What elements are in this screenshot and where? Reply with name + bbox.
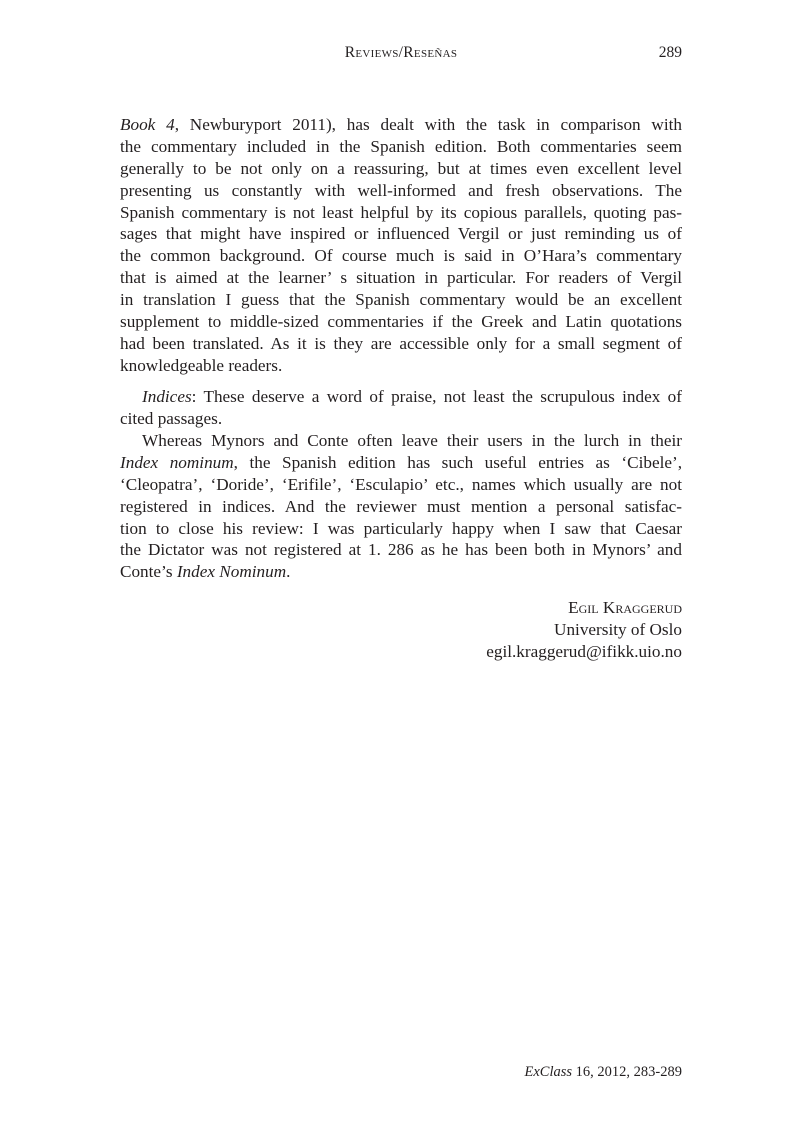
running-header-title: Reviews/Reseñas xyxy=(344,44,458,61)
author-email[interactable]: egil.kraggerud@ifikk.uio.no xyxy=(486,641,682,661)
paragraph xyxy=(120,114,682,377)
footer-citation xyxy=(525,1064,683,1081)
text-line xyxy=(120,474,682,496)
text-span: registered in indices. And the reviewer must mention a personal satisfac- xyxy=(120,496,682,516)
text-line xyxy=(120,223,682,245)
text-span: in translation I guess that the Spanish commentary would be an excellent xyxy=(120,290,682,310)
text-line xyxy=(120,539,682,561)
page-number: 289 xyxy=(658,44,682,61)
text-span: , Newburyport 2011), has dealt with the task in comparison with xyxy=(174,115,682,134)
text-span: had been translated. As it is they are accessible only for a small segment of xyxy=(120,333,682,353)
text-line xyxy=(120,136,682,158)
text-line xyxy=(120,408,682,430)
text-span: that is aimed at the learner’ s situation in particular. For readers of Vergil xyxy=(120,268,682,288)
paragraph xyxy=(120,386,682,430)
text-line xyxy=(120,202,682,224)
text-span: : These deserve a word of praise, not least the scrupulous index of xyxy=(191,387,682,406)
text-line xyxy=(120,496,682,518)
text-line xyxy=(120,430,682,452)
running-header xyxy=(120,44,682,66)
text-line xyxy=(120,452,682,474)
text-span: ‘Cleopatra’, ‘Doride’, ‘Erifile’, ‘Esculapio’ etc., names which usually are not xyxy=(120,474,682,494)
signature-block xyxy=(486,597,682,662)
text-line xyxy=(120,333,682,355)
text-line xyxy=(120,311,682,333)
author-affiliation: University of Oslo xyxy=(554,619,682,639)
italic-text: Index Nominum xyxy=(176,562,287,582)
italic-text: Index nominum xyxy=(120,452,234,472)
text-span: . xyxy=(286,562,291,582)
text-span: Conte’s xyxy=(120,562,177,582)
text-line xyxy=(120,267,682,289)
italic-text: Indices xyxy=(142,387,192,406)
text-span: the commentary included in the Spanish edition. Both commentaries seem xyxy=(120,136,682,156)
text-span: Whereas Mynors and Conte often leave their users in the lurch in their xyxy=(142,431,682,450)
text-span: Spanish commentary is not least helpful by its copious parallels, quoting pas- xyxy=(120,202,682,222)
author-name: Egil Kraggerud xyxy=(568,598,682,617)
text-span: generally to be not only on a reassuring, but at times even excellent level xyxy=(120,158,682,178)
text-line xyxy=(120,386,682,408)
paragraph xyxy=(120,430,682,583)
text-line xyxy=(120,180,682,202)
text-span: presenting us constantly with well-informed and fresh observations. The xyxy=(120,180,682,200)
text-line xyxy=(120,289,682,311)
citation-details: 16, 2012, 283-289 xyxy=(572,1064,682,1080)
text-line xyxy=(120,158,682,180)
text-span: the common background. Of course much is said in O’Hara’s commentary xyxy=(120,246,682,266)
text-span: the Dictator was not registered at 1. 286 as he has been both in Mynors’ and xyxy=(120,540,682,560)
text-span: cited passages. xyxy=(120,408,223,428)
text-span: knowledgeable readers. xyxy=(120,355,283,375)
text-span: , the Spanish edition has such useful entries as ‘Cibele’, xyxy=(233,452,682,472)
text-line xyxy=(120,114,682,136)
text-line xyxy=(120,245,682,267)
text-span: tion to close his review: I was particularly happy when I saw that Caesar xyxy=(120,518,682,538)
text-line xyxy=(120,518,682,540)
text-span: sages that might have inspired or influenced Vergil or just reminding us of xyxy=(120,224,682,244)
italic-text: Book 4 xyxy=(120,115,175,134)
text-line xyxy=(120,355,682,377)
text-line xyxy=(120,561,682,583)
journal-name: ExClass xyxy=(524,1064,573,1080)
text-span: supplement to middle-sized commentaries if the Greek and Latin quotations xyxy=(120,312,682,332)
